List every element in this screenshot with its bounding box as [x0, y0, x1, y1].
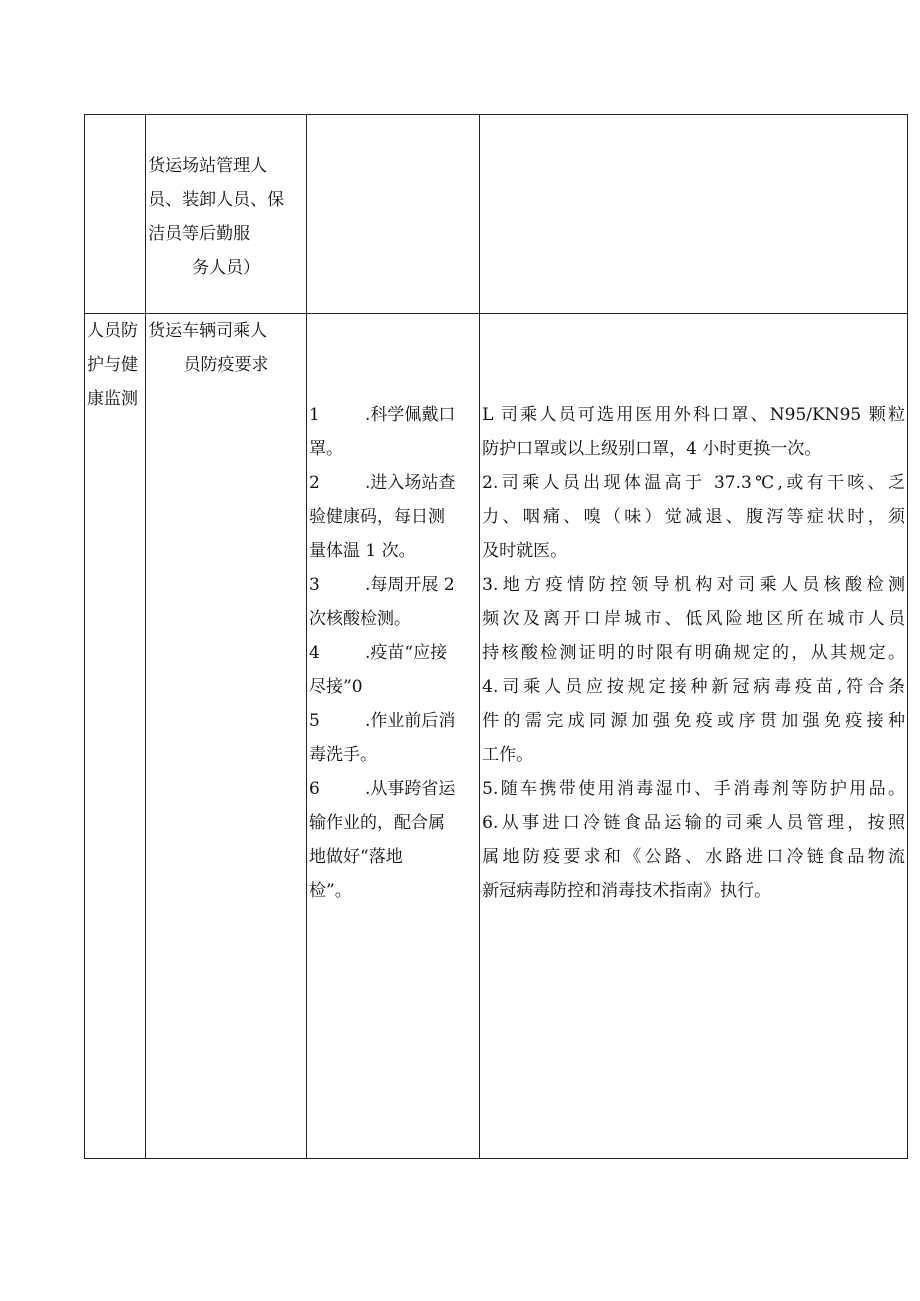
requirements-cell — [307, 115, 480, 314]
category-cell — [85, 314, 146, 1159]
item-text: 罩。 — [309, 439, 344, 459]
detail-line: 5.随车携带使用消毒湿巾、手消毒剂等防护用品。 — [482, 779, 905, 799]
details-cell — [480, 314, 908, 1159]
cell-line: 货运车辆司乘人 — [148, 321, 268, 341]
detail-line: 新冠病毒防控和消毒技术指南》执行。 — [482, 881, 772, 901]
item-text: .从事跨省运 — [365, 779, 456, 799]
item-text: 验健康码，每日测 — [309, 507, 446, 527]
item-text: 毒洗手。 — [309, 745, 378, 765]
list-item — [309, 636, 477, 704]
list-item — [309, 704, 477, 772]
item-text: 次核酸检测。 — [309, 609, 412, 629]
item-text: .疫苗“应接 — [365, 643, 448, 663]
target-cell — [146, 115, 307, 314]
cell-line: 务人员） — [192, 258, 261, 278]
details-cell — [480, 115, 908, 314]
list-item — [309, 466, 477, 568]
detail-line: 持核酸检测证明的时限有明确规定的，从其规定。 — [482, 643, 905, 663]
item-text: .科学佩戴口 — [365, 405, 456, 425]
cell-line: 货运场站管理人 — [148, 156, 268, 176]
item-text: 检”。 — [309, 881, 352, 901]
item-number: 2 — [309, 473, 320, 493]
content-table — [84, 114, 908, 1159]
item-number: 5 — [309, 711, 320, 731]
detail-line: 6.从事进口冷链食品运输的司乘人员管理，按照 — [482, 813, 905, 833]
list-item — [309, 568, 477, 636]
requirements-cell — [307, 314, 480, 1159]
cell-line: 员、装卸人员、保 — [148, 190, 285, 210]
table-row — [85, 314, 908, 1159]
detail-line: L 司乘人员可选用医用外科口罩、N95/KN95 颗粒 — [482, 405, 905, 425]
item-text: .每周开展 2 — [365, 575, 455, 595]
detail-line: 工作。 — [482, 745, 534, 765]
cell-line: 康监测 — [87, 389, 138, 409]
item-number: 3 — [309, 575, 320, 595]
item-number: 6 — [309, 779, 320, 799]
detail-line: 3.地方疫情防控领导机构对司乘人员核酸检测 — [482, 575, 905, 595]
detail-line: 防护口罩或以上级别口罩，4 小时更换一次。 — [482, 439, 822, 459]
detail-line: 2.司乘人员出现体温高于 37.3℃,或有干咳、乏 — [482, 473, 905, 493]
item-number: 1 — [309, 405, 320, 425]
detail-line: 频次及离开口岸城市、低风险地区所在城市人员 — [482, 609, 905, 629]
item-text: 量体温 1 次。 — [309, 541, 416, 561]
item-text: .作业前后消 — [365, 711, 456, 731]
cell-line: 护与健 — [87, 355, 138, 375]
item-text: 地做好“落地 — [309, 847, 403, 867]
category-cell — [85, 115, 146, 314]
target-cell — [146, 314, 307, 1159]
cell-line: 员防疫要求 — [183, 355, 269, 375]
detail-line: 属地防疫要求和《公路、水路进口冷链食品物流 — [482, 847, 905, 867]
detail-line: 件的需完成同源加强免疫或序贯加强免疫接种 — [482, 711, 905, 731]
list-item — [309, 772, 477, 908]
cell-line: 人员防 — [87, 321, 138, 341]
cell-line: 洁员等后勤服 — [148, 224, 251, 244]
detail-line: 及时就医。 — [482, 541, 568, 561]
item-text: 尽接”0 — [309, 677, 363, 697]
item-text: 输作业的，配合属 — [309, 813, 446, 833]
detail-line: 力、咽痛、嗅（味）觉减退、腹泻等症状时，须 — [482, 507, 905, 527]
table-row — [85, 115, 908, 314]
item-number: 4 — [309, 643, 320, 663]
list-item — [309, 398, 477, 466]
detail-line: 4.司乘人员应按规定接种新冠病毒疫苗,符合条 — [482, 677, 905, 697]
item-text: .进入场站查 — [365, 473, 456, 493]
